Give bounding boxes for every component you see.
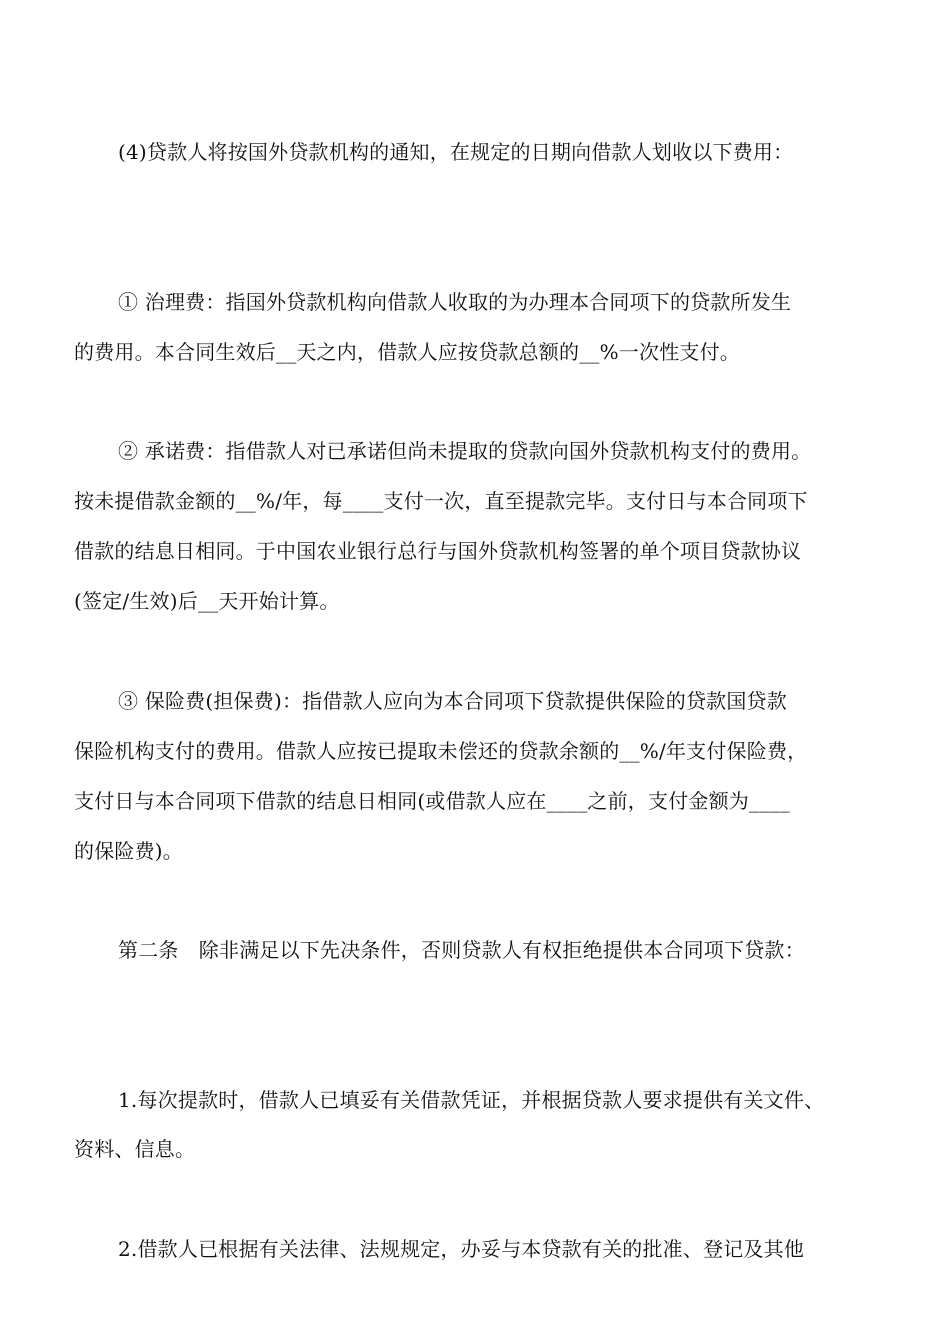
condition-2-line-1: 2.借款人已根据有关法律、法规规定，办妥与本贷款有关的批准、登记及其他 — [118, 1237, 805, 1261]
paragraph-fees-intro: (4)贷款人将按国外贷款机构的通知，在规定的日期向借款人划收以下费用： — [118, 140, 794, 164]
paragraph-commitment-fee-line-2: 按未提借款金额的__%/年，每____支付一次，直至提款完毕。支付日与本合同项下 — [74, 489, 808, 513]
paragraph-insurance-fee-line-4: 的保险费)。 — [74, 839, 184, 863]
paragraph-management-fee-line-1: ① 治理费：指国外贷款机构向借款人收取的为办理本合同项下的贷款所发生 — [118, 290, 792, 314]
paragraph-insurance-fee-line-1: ③ 保险费(担保费)：指借款人应向为本合同项下贷款提供保险的贷款国贷款 — [118, 689, 787, 713]
paragraph-commitment-fee-line-4: (签定/生效)后__天开始计算。 — [74, 589, 340, 613]
paragraph-insurance-fee-line-2: 保险机构支付的费用。借款人应按已提取未偿还的贷款余额的__%/年支付保险费， — [74, 739, 808, 763]
condition-1-line-2: 资料、信息。 — [74, 1137, 196, 1161]
paragraph-management-fee-line-2: 的费用。本合同生效后__天之内，借款人应按贷款总额的__%一次性支付。 — [74, 340, 741, 364]
paragraph-insurance-fee-line-3: 支付日与本合同项下借款的结息日相同(或借款人应在____之前，支付金额为____ — [74, 789, 790, 813]
paragraph-commitment-fee-line-3: 借款的结息日相同。于中国农业银行总行与国外贷款机构签署的单个项目贷款协议 — [74, 539, 802, 563]
article-two-heading: 第二条 除非满足以下先决条件，否则贷款人有权拒绝提供本合同项下贷款： — [118, 938, 805, 962]
condition-1-line-1: 1.每次提款时，借款人已填妥有关借款凭证，并根据贷款人要求提供有关文件、 — [118, 1088, 825, 1112]
paragraph-commitment-fee-line-1: ② 承诺费：指借款人对已承诺但尚未提取的贷款向国外贷款机构支付的费用。 — [118, 439, 812, 463]
